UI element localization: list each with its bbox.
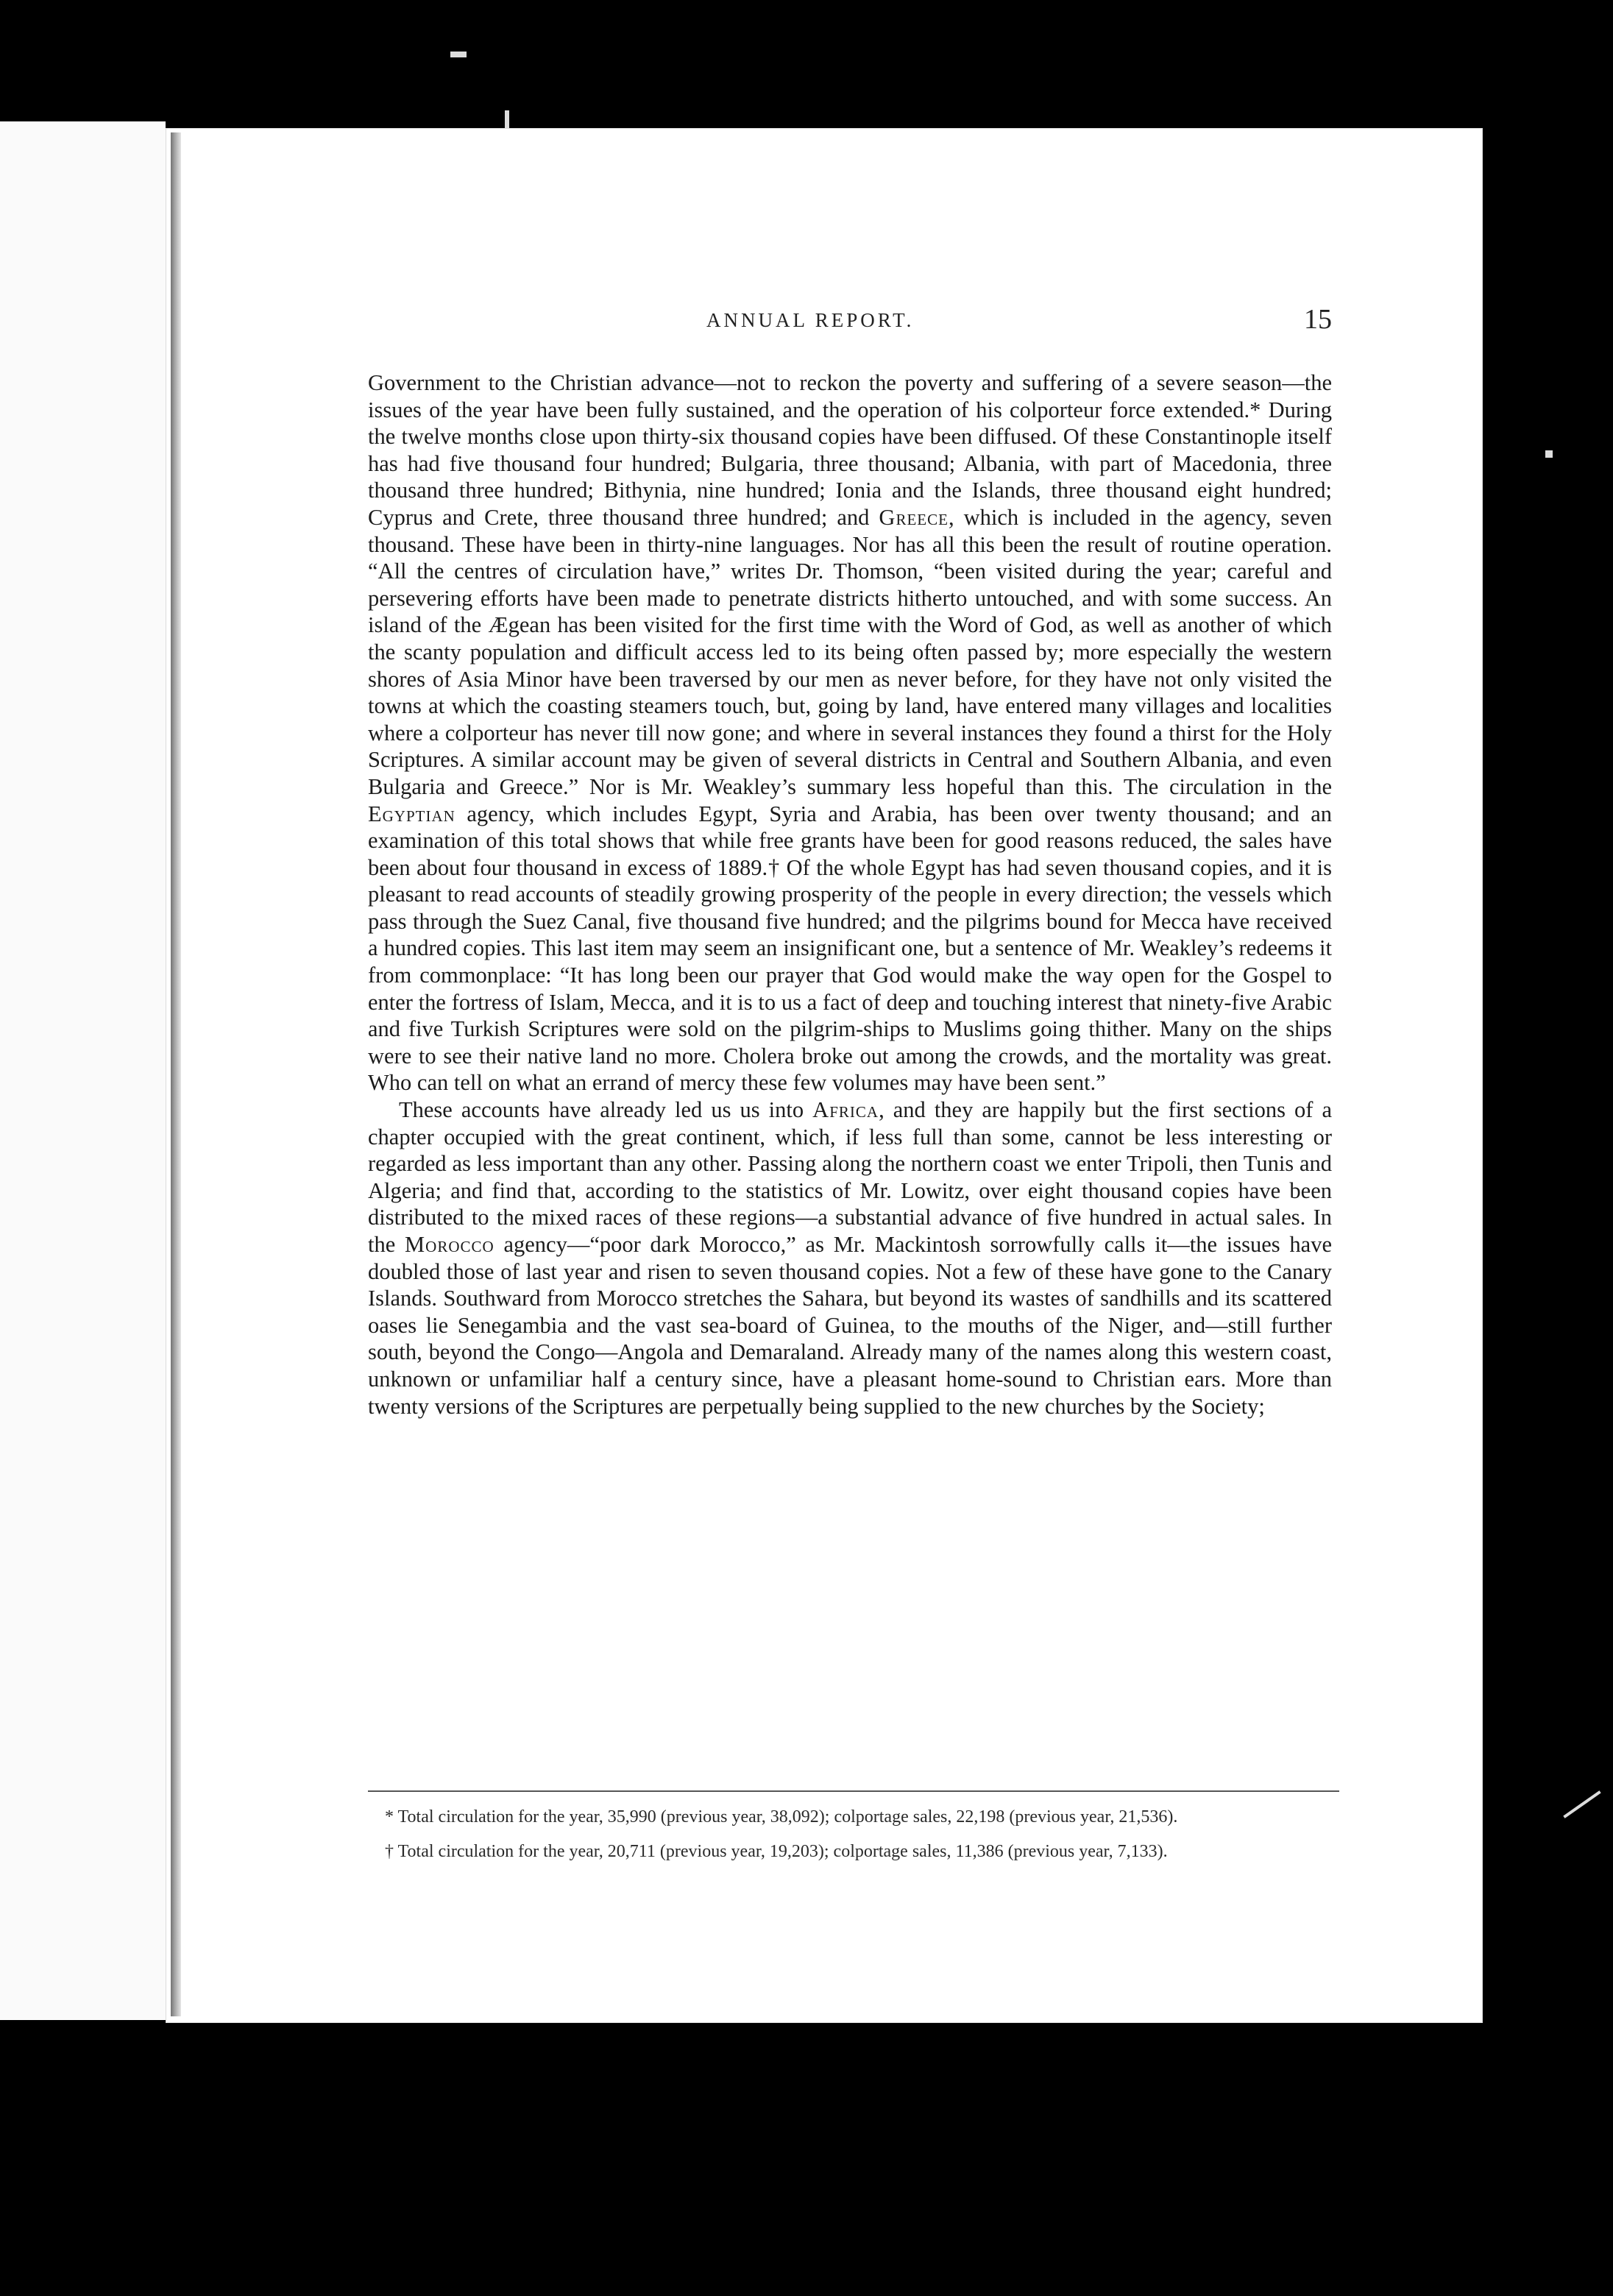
scan-speck <box>1545 450 1553 458</box>
facing-page-edge <box>0 121 166 2020</box>
footnotes <box>372 1807 1350 1876</box>
scan-speck <box>1563 1790 1600 1818</box>
text-run: agency—“poor dark Morocco,” as Mr. Mackintosh sorrowfully calls it—the issues have doubled those of last year and risen to seven thousand copies. Not a few of these have gone to the Canary Islands. Southward from Morocco stretches the Sahara, but beyond its wastes of sandhills and its scattered oases lie Senegambia and the vast sea-board of Guinea, to the mouths of the Niger, and—still further south, beyond the Congo—Angola and Demaraland. Already many of the names along this western coast, unknown or unfamiliar half a century since, have a pleasant home-sound to Christian ears. More than twenty versions of the Scriptures are perpetually being supplied to the new churches by the Society; <box>368 1232 1332 1419</box>
footnote-circulation-constantinople: * Total circulation for the year, 35,990 (previous year, 38,092); colportage sales, 22,198 (previous year, 21,536). <box>385 1807 1178 1826</box>
text-run: Government to the Christian advance—not to reckon the poverty and suffering of a severe season—the issues of the year have been fully sustained, and the operation of his colporteur force extended.* During the twelve months close upon thirty-six thousand copies have been diffused. Of these Constantinople itself has had five thousand four hundred; Bulgaria, three thousand; Albania, with part of Macedonia, three thousand three hundred; Bithynia, nine hundred; Ionia and the Islands, three thousand eight hundred; Cyprus and Crete, three thousand three hundred; and <box>368 370 1332 530</box>
small-caps-name: Egyptian <box>368 801 455 826</box>
binding-shadow <box>171 132 181 2016</box>
text-run: , which is included in the agency, seven thousand. These have been in thirty-nine languages. Nor has all this been the result of routine operation. “All the centres of circulation have,” writes Dr. Thomson, “been visited during the year; careful and persevering efforts have been made to penetrate districts hitherto untouched, and with some success. An island of the Ægean has been visited for the first time with the Word of God, as well as another of which the scanty population and difficult access led to its being often passed by; more especially the western shores of Asia Minor have been traversed by our men as never before, for they have not only visited the towns at which the coasting steamers touch, but, going by land, have entered many villages and localities where a colporteur has never till now gone; and where in several instances they found a thirst for the Holy Scriptures. A similar account may be given of several districts in Central and Southern Albania, and even Bulgaria and Greece.” Nor is Mr. Weakley’s summary less hopeful than this. The circulation in the <box>368 504 1332 799</box>
text-run: , and they are happily but the first sections of a chapter occupied with the great continent, which, if less full than some, cannot be less interesting or regarded as less important than any other. Passing along the northern coast we enter Tripoli, then Tunis and Algeria; and find that, according to the statistics of Mr. Lowitz, over eight thousand copies have been distributed to the mixed races of these regions—a substantial advance of five hundred in actual sales. In the <box>368 1097 1332 1257</box>
page-number: 15 <box>1304 304 1332 335</box>
small-caps-name: Greece <box>879 504 949 530</box>
text-run: These accounts have already led us us into <box>399 1097 813 1123</box>
scan-speck <box>450 52 467 57</box>
scan-speck <box>505 110 509 128</box>
body-paragraph <box>368 369 1332 1096</box>
footnote-rule <box>368 1790 1339 1792</box>
running-head <box>368 304 1332 346</box>
body-text <box>368 369 1332 1420</box>
body-paragraph <box>368 1096 1332 1420</box>
footnote-circulation-egypt: † Total circulation for the year, 20,711 (previous year, 19,203); colportage sales, 11,386 (previous year, 7,133). <box>385 1842 1168 1861</box>
text-run: agency, which includes Egypt, Syria and Arabia, has been over twenty thousand; and an examination of this total shows that while free grants have been for good reasons reduced, the sales have been about four thousand in excess of 1889.† Of the whole Egypt has had seven thousand copies, and it is pleasant to read accounts of steadily growing prosperity of the people in every direction; the vessels which pass through the Suez Canal, five thousand five hundred; and the pilgrims bound for Mecca have received a hundred copies. This last item may seem an insignificant one, but a sentence of Mr. Weakley’s redeems it from commonplace: “It has long been our prayer that God would make the way open for the Gospel to enter the fortress of Islam, Mecca, and it is to us a fact of deep and touching interest that ninety-five Arabic and five Turkish Scriptures were sold on the pilgrim-ships to Muslims going thither. Many on the ships were to see their native land no more. Cholera broke out among the crowds, and the mortality was great. Who can tell on what an errand of mercy these few volumes may have been sent.” <box>368 801 1332 1096</box>
small-caps-name: Africa <box>812 1097 879 1123</box>
running-title: ANNUAL REPORT. <box>706 309 915 331</box>
small-caps-name: Morocco <box>405 1232 494 1257</box>
